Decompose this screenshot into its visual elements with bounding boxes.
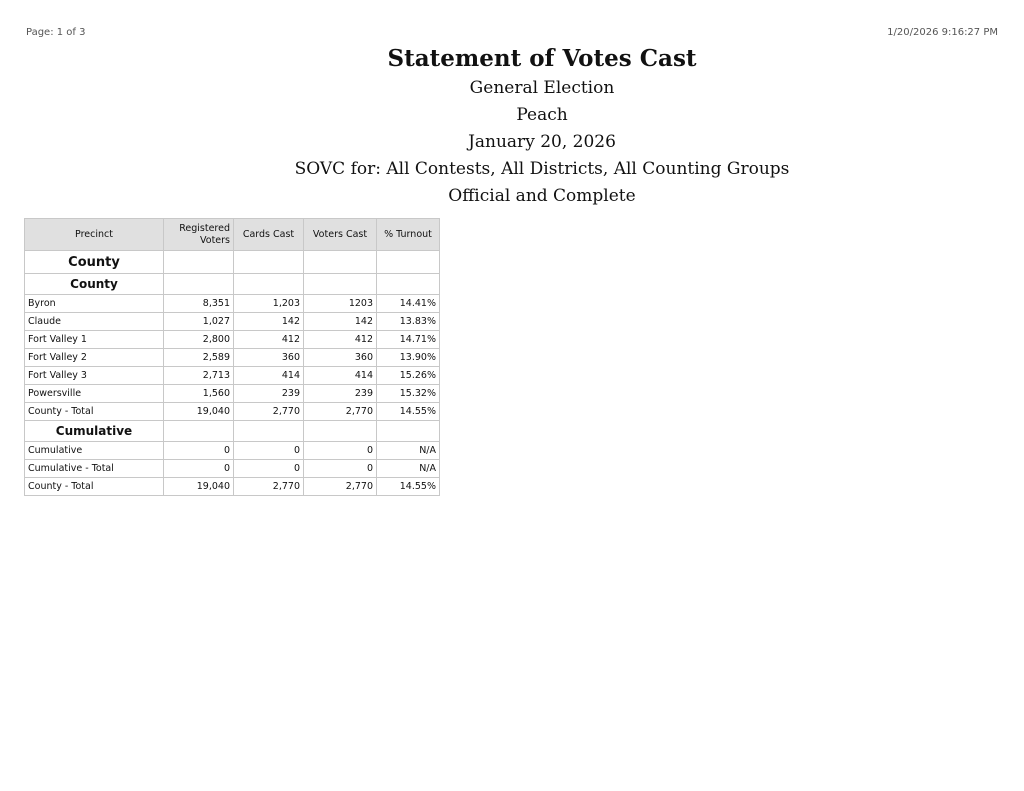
turnout-percent: 14.71% bbox=[377, 331, 440, 349]
empty-cell bbox=[304, 421, 377, 442]
turnout-percent: 13.90% bbox=[377, 349, 440, 367]
registered-voters: 19,040 bbox=[164, 478, 234, 496]
table-row bbox=[25, 349, 440, 367]
votes-cast-table bbox=[24, 218, 440, 496]
voters-cast: 414 bbox=[304, 367, 377, 385]
table-row bbox=[25, 385, 440, 403]
column-header-precinct: Precinct bbox=[25, 219, 164, 251]
cumulative-rows bbox=[25, 442, 440, 496]
registered-voters: 2,589 bbox=[164, 349, 234, 367]
section-heading-county: County bbox=[25, 274, 164, 295]
cards-cast: 360 bbox=[234, 349, 304, 367]
column-header-turnout: % Turnout bbox=[377, 219, 440, 251]
group-heading-row bbox=[25, 251, 440, 274]
turnout-percent: 14.55% bbox=[377, 478, 440, 496]
precinct-name: Powersville bbox=[25, 385, 164, 403]
page-number: Page: 1 of 3 bbox=[26, 27, 86, 38]
registered-voters: 8,351 bbox=[164, 295, 234, 313]
county-name: Peach bbox=[516, 105, 568, 125]
table-row bbox=[25, 295, 440, 313]
registered-voters: 2,713 bbox=[164, 367, 234, 385]
registered-voters: 0 bbox=[164, 442, 234, 460]
table-row bbox=[25, 367, 440, 385]
table-row bbox=[25, 331, 440, 349]
cards-cast: 0 bbox=[234, 442, 304, 460]
county-rows bbox=[25, 295, 440, 421]
registered-label-line1: Registered bbox=[179, 222, 230, 234]
group-heading: County bbox=[25, 251, 164, 274]
section-heading-cumulative: Cumulative bbox=[25, 421, 164, 442]
turnout-percent: 15.32% bbox=[377, 385, 440, 403]
precinct-name: Fort Valley 1 bbox=[25, 331, 164, 349]
report-scope: SOVC for: All Contests, All Districts, All Counting Groups bbox=[294, 159, 790, 179]
cards-cast: 2,770 bbox=[234, 478, 304, 496]
table-row bbox=[25, 460, 440, 478]
registered-voters: 19,040 bbox=[164, 403, 234, 421]
empty-cell bbox=[164, 251, 234, 274]
report-title: Statement of Votes Cast bbox=[387, 45, 697, 72]
report-status: Official and Complete bbox=[448, 186, 636, 206]
cards-cast: 1,203 bbox=[234, 295, 304, 313]
election-name: General Election bbox=[469, 78, 615, 98]
voters-cast: 239 bbox=[304, 385, 377, 403]
column-header-cards-cast: Cards Cast bbox=[234, 219, 304, 251]
cards-cast: 412 bbox=[234, 331, 304, 349]
report-header bbox=[0, 42, 1024, 210]
precinct-name: Cumulative bbox=[25, 442, 164, 460]
voters-cast: 1203 bbox=[304, 295, 377, 313]
turnout-percent: 14.55% bbox=[377, 403, 440, 421]
cards-cast: 142 bbox=[234, 313, 304, 331]
empty-cell bbox=[304, 274, 377, 295]
cards-cast: 239 bbox=[234, 385, 304, 403]
empty-cell bbox=[234, 421, 304, 442]
registered-label-line2: Voters bbox=[200, 234, 230, 246]
table-row bbox=[25, 442, 440, 460]
precinct-name: Cumulative - Total bbox=[25, 460, 164, 478]
section-heading-row bbox=[25, 421, 440, 442]
election-date: January 20, 2026 bbox=[468, 132, 616, 152]
precinct-name: Claude bbox=[25, 313, 164, 331]
empty-cell bbox=[164, 274, 234, 295]
table-row bbox=[25, 478, 440, 496]
precinct-name: Byron bbox=[25, 295, 164, 313]
precinct-name: County - Total bbox=[25, 478, 164, 496]
voters-cast: 412 bbox=[304, 331, 377, 349]
turnout-percent: 15.26% bbox=[377, 367, 440, 385]
turnout-percent: 13.83% bbox=[377, 313, 440, 331]
table-header-row bbox=[25, 219, 440, 251]
table-row bbox=[25, 403, 440, 421]
empty-cell bbox=[377, 274, 440, 295]
empty-cell bbox=[377, 421, 440, 442]
empty-cell bbox=[234, 274, 304, 295]
precinct-name: County - Total bbox=[25, 403, 164, 421]
voters-cast: 142 bbox=[304, 313, 377, 331]
column-header-registered-voters bbox=[164, 219, 234, 251]
voters-cast: 0 bbox=[304, 442, 377, 460]
empty-cell bbox=[304, 251, 377, 274]
table-row bbox=[25, 313, 440, 331]
section-heading-row bbox=[25, 274, 440, 295]
report-timestamp: 1/20/2026 9:16:27 PM bbox=[887, 27, 998, 38]
registered-voters: 1,027 bbox=[164, 313, 234, 331]
empty-cell bbox=[164, 421, 234, 442]
empty-cell bbox=[234, 251, 304, 274]
voters-cast: 2,770 bbox=[304, 478, 377, 496]
cards-cast: 0 bbox=[234, 460, 304, 478]
turnout-percent: N/A bbox=[377, 460, 440, 478]
registered-voters: 0 bbox=[164, 460, 234, 478]
registered-voters: 2,800 bbox=[164, 331, 234, 349]
precinct-name: Fort Valley 2 bbox=[25, 349, 164, 367]
registered-voters: 1,560 bbox=[164, 385, 234, 403]
voters-cast: 360 bbox=[304, 349, 377, 367]
voters-cast: 2,770 bbox=[304, 403, 377, 421]
cards-cast: 2,770 bbox=[234, 403, 304, 421]
cards-cast: 414 bbox=[234, 367, 304, 385]
column-header-voters-cast: Voters Cast bbox=[304, 219, 377, 251]
voters-cast: 0 bbox=[304, 460, 377, 478]
empty-cell bbox=[377, 251, 440, 274]
turnout-percent: 14.41% bbox=[377, 295, 440, 313]
precinct-name: Fort Valley 3 bbox=[25, 367, 164, 385]
turnout-percent: N/A bbox=[377, 442, 440, 460]
